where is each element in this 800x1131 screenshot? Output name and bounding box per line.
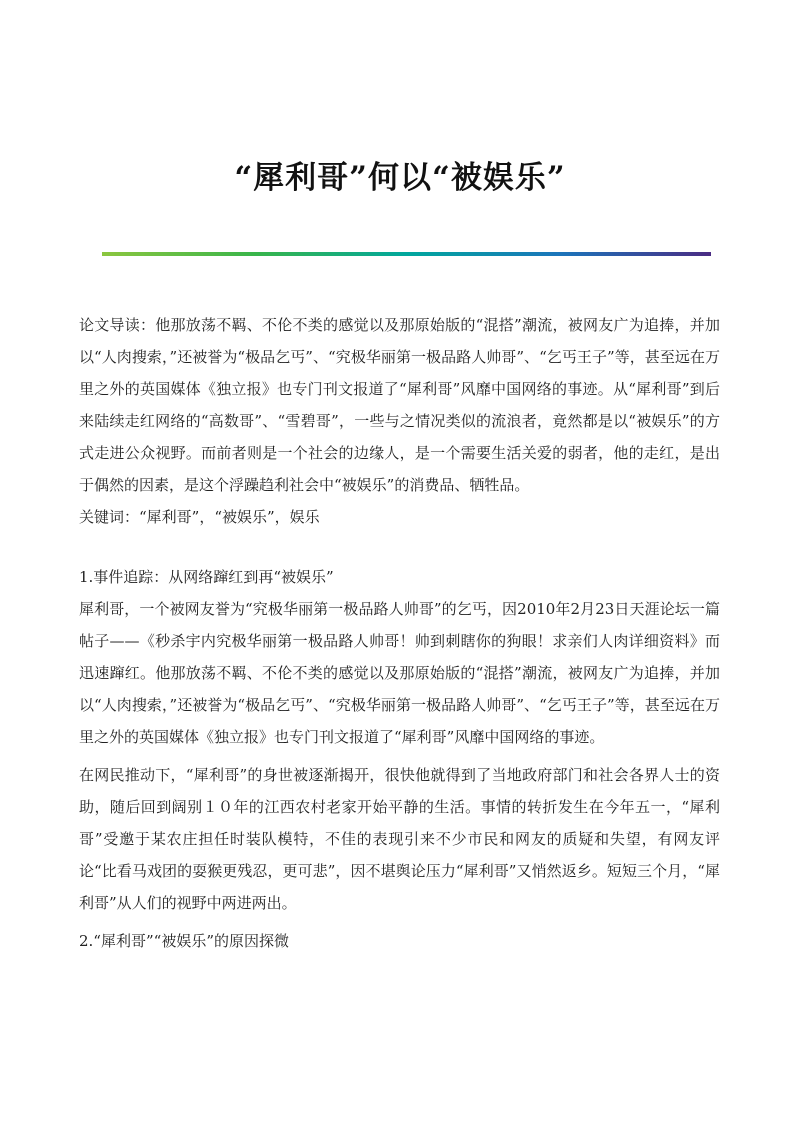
section-1-paragraph: 犀利哥，一个被网友誉为“究极华丽第一极品路人帅哥”的乞丐，因2010年2月23日天涯论坛一篇帖子——《秒杀宇内究极华丽第一极品路人帅哥！帅到刺瞎你的狗眼！求亲们人肉详细资料》而迅速蹿红。他那放荡不羁、不伦不类的感觉以及那原始版的“混搭”潮流，被网友广为追捧，并加以“人肉搜索，”还被誉为“极品乞丐”、“究极华丽第一极品路人帅哥”、“乞丐王子”等，甚至远在万里之外的英国媒体《独立报》也专门刊文报道了“犀利哥”风靡中国网络的事迹。 xyxy=(79,600,720,746)
section-spacer xyxy=(79,533,720,561)
section-1-heading: 1.事件追踪：从网络蹿红到再“被娱乐” xyxy=(79,568,334,586)
section-2-heading: 2.“犀利哥”“被娱乐”的原因探微 xyxy=(79,932,289,950)
title-divider xyxy=(102,252,711,256)
abstract-paragraph: 论文导读：他那放荡不羁、不伦不类的感觉以及那原始版的“混搭”潮流，被网友广为追捧，并加以“人肉搜索，”还被誉为“极品乞丐”、“究极华丽第一极品路人帅哥”、“乞丐王子”等，甚至远在万里之外的英国媒体《独立报》也专门刊文报道了“犀利哥”风靡中国网络的事迹。从“犀利哥”到后来陆续走红网络的“高数哥”、“雪碧哥”，一些与之情况类似的流浪者，竟然都是以“被娱乐”的方式走进公众视野。而前者则是一个社会的边缘人，是一个需要生活关爱的弱者，他的走红，是出于偶然的因素，是这个浮躁趋利社会中“被娱乐”的消费品、牺牲品。 xyxy=(79,316,720,494)
section-1-paragraph: 在网民推动下，“犀利哥”的身世被逐渐揭开，很快他就得到了当地政府部门和社会各界人士的资助，随后回到阔别１０年的江西农村老家开始平静的生活。事情的转折发生在今年五一，“犀利哥”受邀于某农庄担任时装队模特，不佳的表现引来不少市民和网友的质疑和失望，有网友评论“比看马戏团的耍猴更残忍，更可悲”，因不堪舆论压力“犀利哥”又悄然返乡。短短三个月，“犀利哥”从人们的视野中两进两出。 xyxy=(79,766,720,912)
keywords-line: 关键词：“犀利哥”，“被娱乐”，娱乐 xyxy=(79,508,320,526)
document-title: “犀利哥”何以“被娱乐” xyxy=(234,160,566,196)
document-body xyxy=(79,309,720,957)
